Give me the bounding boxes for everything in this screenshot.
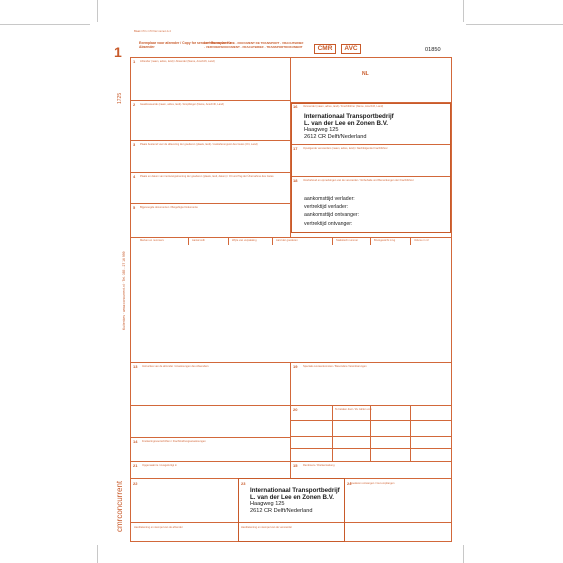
carrier-company: Internationaal Transportbedrijf <box>304 113 394 120</box>
divider <box>130 437 290 438</box>
field-number: 16 <box>293 104 298 109</box>
carrier-label: Vervoerder (naam, adres, land) / Frachtführer (Name, Anschrift, Land) <box>303 105 384 108</box>
copy-number: 1 <box>114 44 122 60</box>
time-arrival-receiver: aankomsttijd ontvanger: <box>304 212 360 218</box>
divider <box>130 461 452 462</box>
field-number: 24 <box>347 481 352 486</box>
time-departure-sender: vertrektijd verlader: <box>304 204 349 210</box>
carrier-street-sig: Haagweg 125 <box>250 501 285 507</box>
goods-col-nature: Aard der goederen <box>276 239 298 242</box>
carrier-signature-label: Handtekening en stempel van de vervoerder <box>241 526 293 529</box>
field-number: 14 <box>133 439 138 444</box>
printer-info: Kuitenkes · www.concurrent.nl · Tel. 085 - 27 16 999 <box>122 251 126 330</box>
divider <box>228 237 229 245</box>
field-number: 15 <box>293 463 298 468</box>
reservations-label: Voorbehoud en opmerkingen van de vervoerder / Vorbehalte und Bemerkungen der Frachtführer <box>303 179 414 182</box>
document-title: LETTRE DE VOITURE · DOCUMENT DE TRANSPORT · VRACHTBRIEF · VERVOERSDOCUMENT · FRACHTBRIEF · TRANSPORTDOKUMENT <box>204 41 304 49</box>
field-number: 2 <box>133 102 136 107</box>
divider <box>410 405 411 461</box>
divider <box>130 405 452 406</box>
goods-col-weight: Brutogewicht in kg <box>374 239 396 242</box>
sender-instructions-label: Instructies van de afzender / Anweisungen des Absenders <box>142 365 209 368</box>
payment-instructions-label: Frankeringsvoorschriften / Frachtzahlungsanweisungen <box>142 440 206 443</box>
divider <box>130 362 452 363</box>
document-number: 01850 <box>425 47 441 53</box>
divider <box>332 405 333 461</box>
goods-col-statistic: Statistisch nummer <box>336 239 359 242</box>
documents-label: Bijgevoegde documenten / Beigefügte Dokumente <box>140 206 198 209</box>
carrier-company-2-sig: L. van der Lee en Zonen B.V. <box>250 494 335 501</box>
divider <box>188 237 189 245</box>
carrier-company-2: L. van der Lee en Zonen B.V. <box>304 120 389 127</box>
carrier-city-sig: 2612 CR Delft/Nederland <box>250 507 313 514</box>
sender-label: Afzender (naam, adres, land) / Absender (Name, Anschrift, Land) <box>140 60 215 63</box>
crop-mark <box>466 24 563 25</box>
sender-signature-label: Handtekening en stempel van de afzender <box>134 526 183 529</box>
field-number: 19 <box>293 364 298 369</box>
consignee-label: Geadresseerde (naam, adres, land) / Empfänger (Name, Anschrift, Land) <box>140 103 224 106</box>
divider <box>290 436 452 437</box>
divider <box>410 237 411 245</box>
goods-col-volume: Volume in m³ <box>414 239 430 242</box>
successive-carriers-label: Opvolgende vervoerders (naam, adres, land) / Nachfolgende Frachtführer <box>303 147 388 150</box>
established-in-label: Opgemaakt te / Ausgefertigt in <box>142 464 177 467</box>
field-number: 21 <box>133 463 138 468</box>
crop-mark <box>0 24 90 25</box>
field-number: 22 <box>133 481 138 486</box>
time-departure-receiver: vertrektijd ontvanger: <box>304 221 353 227</box>
carrier-street: Haagweg 125 <box>304 127 339 133</box>
field-number: 5 <box>133 205 136 210</box>
field-number: 20 <box>293 407 298 412</box>
divider <box>370 405 371 461</box>
crop-mark <box>97 0 98 22</box>
carrier-company-sig: Internationaal Transportbedrijf <box>250 487 340 494</box>
field-number: 13 <box>133 364 138 369</box>
cmr-badge: CMR <box>314 44 336 54</box>
delivery-place-label: Plaats bestemd voor de aflevering der goederen (plaats, land) / Auslieferungsort des Gutes (Ort, Land) <box>140 143 258 146</box>
goods-col-packing: Wijze van verpakking <box>232 239 257 242</box>
divider <box>130 237 452 238</box>
divider <box>130 100 290 101</box>
takeover-place-label: Plaats en datum van inontvangstneming der goederen (plaats, land, datum) / Ort und Tag der Übernahme des Gutes <box>140 175 274 178</box>
field-number: 3 <box>133 142 136 147</box>
divider <box>290 448 452 449</box>
cash-on-delivery-label: Rembours / Rückerstattung <box>303 464 335 467</box>
crop-mark <box>463 545 464 563</box>
field-number: 23 <box>241 481 246 486</box>
divider <box>370 237 371 245</box>
goods-col-marks: Merken en nummers <box>140 239 164 242</box>
field-number: 18 <box>293 178 298 183</box>
top-note: Blaak 173 x 173 hier nemen A.4 <box>134 30 171 33</box>
time-arrival-sender: aankomsttijd verlader: <box>304 196 355 202</box>
divider <box>130 172 290 173</box>
divider <box>130 140 290 141</box>
field-number: 4 <box>133 174 136 179</box>
field-number: 17 <box>293 146 298 151</box>
crop-mark <box>463 0 464 22</box>
crop-mark <box>97 545 98 563</box>
special-agreements-label: Speciale overeenkomsten / Besondere Vereinbarungen <box>303 365 367 368</box>
copy-label: Exemplaar voor afzender / Copy for sender / Exemplar für Absender <box>139 41 232 49</box>
doc-code: 1725 <box>117 92 123 104</box>
carrier-city: 2612 CR Delft/Nederland <box>304 133 367 140</box>
to-be-paid-label: Te betalen door / Zu zahlen vom <box>335 408 373 411</box>
brand-logo: cmrconcurrent <box>115 480 124 532</box>
avc-badge: AVC <box>341 44 361 54</box>
carrier-stamp-signature <box>250 487 340 514</box>
field-number: 1 <box>133 59 136 64</box>
goods-col-packages: Aantal colli <box>192 239 205 242</box>
carrier-stamp <box>304 113 394 140</box>
goods-received-label: Goederen ontvangen / Gut empfangen <box>350 482 395 485</box>
country-code: NL <box>362 71 369 77</box>
divider <box>130 203 290 204</box>
divider <box>290 420 452 421</box>
divider <box>272 237 273 245</box>
divider <box>332 237 333 245</box>
